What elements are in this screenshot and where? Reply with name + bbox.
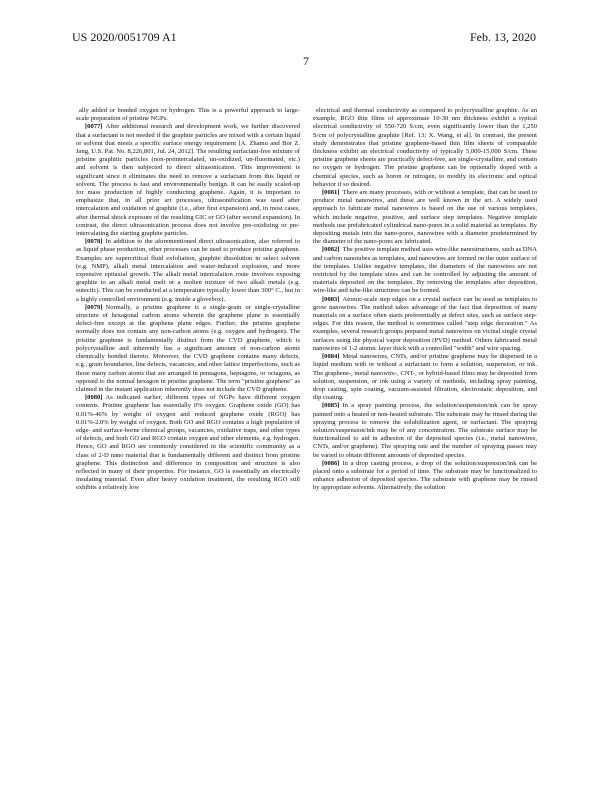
paragraph-number: [0083]	[322, 295, 340, 303]
paragraph-text: In a spray painting process, the solution/suspension/ink can be spray painted onto a heated or non-heated substrate. The substrate may be rinsed during the spraying process to remove the solubilization agent, or surfactant. The spraying solution/suspension/ink may be of any concentration. The substrate surface may be functionalized to aid in adhesion of the deposited species (i.e., metal nanowires, CNTs, and/or graphene). The spraying rate and the number of spraying passes may be varied to obtain different amounts of deposited species.	[313, 402, 537, 459]
paragraph	[313, 296, 537, 353]
paragraph	[76, 238, 300, 304]
publication-date: Feb. 13, 2020	[470, 30, 536, 44]
paragraph-number: [0082]	[322, 246, 340, 254]
paragraph-number: [0081]	[322, 189, 340, 197]
paragraph-text: After additional research and development work, we further discovered that a surfactant is not needed if the graphite particles are mixed with a certain liquid or solvent that meets a specific surface energy requirement [A. Zhamu and Bor Z. Jang, U.S. Pat. No. 8,226,801, Jul. 24, 2012]. The resulting surfactant-free mixture of pristine graphitic particles (non-preintercalated, un-oxidized, un-fluorinated, etc.) and solvent is then subjected to direct ultrasonication. This improvement is significant since it eliminates the need to remove a surfactant from this liquid or solvent. The process is fast and environmentally benign. It can be easily scaled-up for mass production of highly conducting graphene. Again, it is important to emphasize that, in all prior art processes, ultrasonification was used after intercalation and oxidation of graphite (i.e., after first expansion) and, in most cases, after thermal shock exposure of the resulting GIC or GO (after second expansion). In contrast, the direct ultrasonication process does not involve pre-oxidizing or pre-intercalating the starting graphite particles.	[76, 123, 300, 238]
paragraph: ally added or bonded oxygen or hydrogen. This is a powerful approach to large-scale preparation of pristine NGPs.	[76, 107, 300, 123]
paragraph-text: In addition to the aforementioned direct ultrasonication, also referred to as liquid phase production, other processes can be used to produce pristine graphene. Examples are supercritical fluid exfoliation, graphite dissolution in select solvent (e.g. NMP), alkali metal intercalation and water-induced explosion, and more expensive epitaxial growth. The alkali metal intercalation route involves exposing graphite to an alkali metal melt or a molten mixture of two alkali metals (e.g. eutectic). This can be conducted at a temperature typically lower than 300° C., but in a highly controlled environment (e.g. inside a glovebox).	[76, 238, 300, 303]
paragraph-number: [0078]	[85, 238, 103, 246]
paragraph-text: The positive template method uses wire-like nanostructures, such as DNA and carbon nanotubes as templates, and nanowires are formed on the outer surface of the templates. Unlike negative templates, the diameters of the nanowires are not restricted by the template sizes and can be controlled by adjusting the amount of materials deposited on the templates. By removing the templates after deposition, wire-like and tube-like structures can be formed.	[313, 246, 537, 295]
paragraph-number: [0086]	[322, 459, 340, 467]
paragraph	[313, 189, 537, 246]
paragraph	[313, 460, 537, 493]
paragraph-text: In a drop casting process, a drop of the solution/suspension/ink can be placed onto a substrate for a period of time. The substrate may be functionalized to enhance adhesion of deposited species. The substrate with graphene may be rinsed by appropriate solvents. Alternatively, the solution	[313, 459, 537, 492]
paragraph-text: As indicated earlier, different types of NGPs have different oxygen contents. Pristine graphene has essentially 0% oxygen. Graphene oxide (GO) has 0.01%-46% by weight of oxygen and reduced graphene oxide (RGO) has 0.01%-2.0% by weight of oxygen. Both GO and RGO contains a high population of edge- and surface-borne chemical groups, vacancies, oxidative traps, and other types of defects, and both GO and RGO contain oxygen and other elements, e.g. hydrogen. Hence, GO and RGO are commonly considered in the scientific community as a class of 2-D nano material that is fundamentally different and distinct from pristine graphene. This distinction and difference in composition and structure is also reflected in many of their properties. For instance, GO is essentially an electrically insulating material. Even after heavy oxidation treatment, the resulting RGO still exhibits a relatively low	[76, 394, 300, 492]
paragraph-number: [0085]	[322, 402, 340, 410]
paragraph-text: There are many processes, with or without a template, that can be used to produce metal nanowires, and these are well known in the art. A widely used approach to fabricate metal nanowires is based on the use of various templates, which include negative, positive, and surface step templates. Negative template methods use prefabricated cylindrical nano-pores in a solid material as templates. By depositing metals into the nano-pores, nanowires with a diameter predetermined by the diameter of the nano-pores are fabricated.	[313, 189, 537, 246]
paragraph	[313, 402, 537, 459]
paragraph-number: [0077]	[85, 123, 103, 131]
paragraph	[76, 394, 300, 492]
left-text-column	[76, 107, 300, 493]
paragraph: electrical and thermal conductivity as compared to polycrystalline graphite. As an example, RGO thin films of approximate 10-30 nm thickness exhibit a typical electrical conductivity of 550-720 S/cm, even significantly lower than the 1,250 S/cm of polycrystalline graphite [Ref. 13; X. Wang, et al]. In contrast, the present study demonstrates that pristine graphene-based thin film sheets of comparable thickness exhibit an electrical conductivity of typically 5,000-15,000 S/cm. These pristine graphene sheets are practically defect-free, are single-crystalline, and contain no oxygen or hydrogen. The pristine graphene can be optionally doped with a chemical species, such as boron or nitrogen, to modify its electronic and optical behavior if so desired.	[313, 107, 537, 188]
paragraph-text: Metal nanowires, CNTs, and/or pristine graphene may be dispersed in a liquid medium with or without a surfactant to form a solution, suspension, or ink. The graphene-, metal nanowire-, CNT-, or hybrid-based films may be deposited from solution, suspension, or ink using a variety of methods, including spray painting, drop casting, spin coating, vacuum-assisted filtration, electrostatic deposition, and dip coating.	[313, 353, 537, 402]
right-text-column	[313, 107, 537, 493]
paragraph	[313, 353, 537, 402]
paragraph-number: [0084]	[322, 353, 340, 361]
paragraph-text: Atomic-scale step edges on a crystal surface can be used as templates to grow nanowires. The method takes advantage of the fact that deposition of many materials on a surface often starts preferentially at defect sites, such as surface step-edges. For this reason, the method is sometimes called "step edge decoration." As examples, several research groups prepared metal nanowires on vicinal single crystal surfaces using the physical vapor deposition (PVD) method. Others fabricated metal nanowires of 1-2 atomic layer thick with a controlled "width" and wire spacing.	[313, 295, 537, 352]
paragraph-number: [0079]	[85, 303, 103, 311]
paragraph-text: Normally, a pristine graphene is a single-grain or single-crystalline structure of hexagonal carbon atoms wherein the graphene plane is essentially defect-free except at the graphene plane edges. Further, the pristine graphene normally does not contain any non-carbon atoms (e.g. oxygen and hydrogen). The pristine graphene is fundamentally distinct from the CVD graphene, which is polycrystalline and inherently has a significant amount of non-carbon atoms chemically bonded thereto. Moreover, the CVD graphene contains many defects, e.g., grain boundaries, line defects, vacancies, and other lattice imperfections, such as those many carbon atoms that are arranged in pentagons, heptagons, or octagons, as opposed to the normal hexagon in pristine graphene. The term "pristine graphene" as claimed in the instant application inherently does not include the CVD graphene.	[76, 303, 300, 393]
publication-number: US 2020/0051709 A1	[72, 30, 177, 44]
paragraph	[313, 246, 537, 295]
paragraph-number: [0080]	[85, 394, 103, 402]
page-number: 7	[303, 54, 309, 68]
paragraph	[76, 123, 300, 238]
paragraph	[76, 304, 300, 394]
